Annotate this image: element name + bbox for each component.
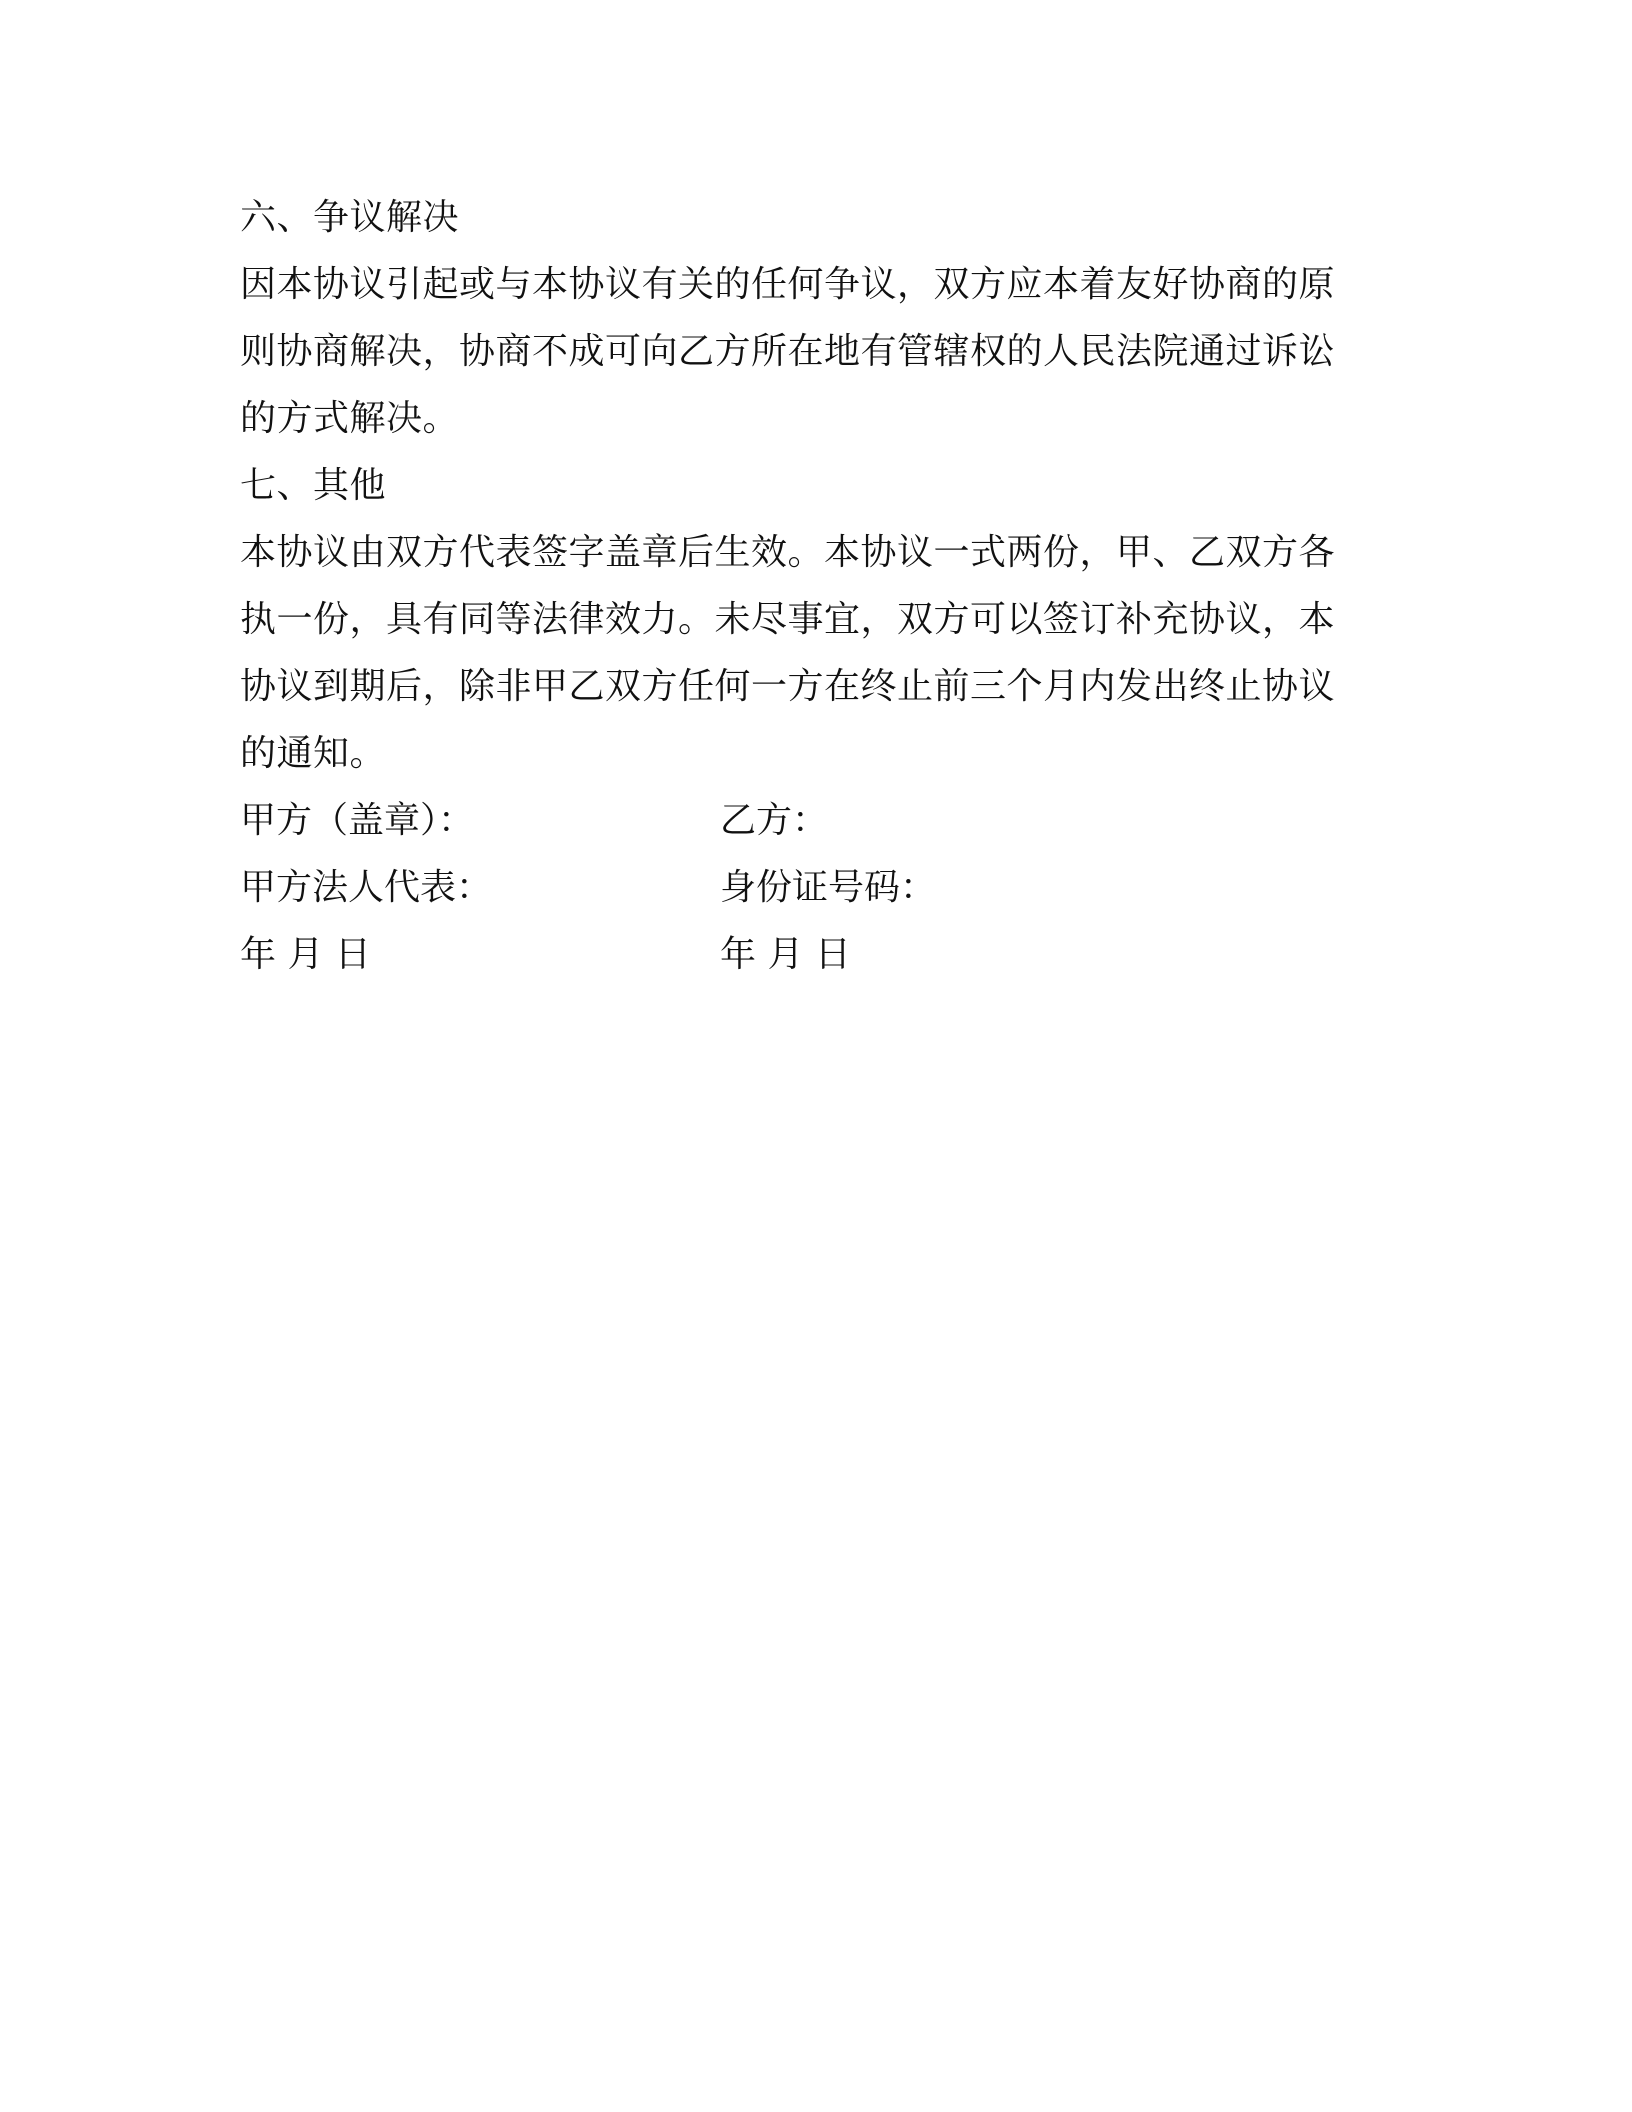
dispute-text-line: 因本协议引起或与本协议有关的任何争议，双方应本着友好协商的原 (240, 264, 1336, 305)
signature-row-seal (240, 787, 1360, 854)
party-b-label: 乙方： (720, 800, 829, 841)
other-text-line: 的通知。 (240, 733, 387, 774)
signature-row-date (240, 921, 1360, 988)
document-body (240, 184, 1360, 988)
other-text-line: 协议到期后，除非甲乙双方任何一方在终止前三个月内发出终止协议 (240, 666, 1336, 707)
signature-row-representative (240, 854, 1360, 921)
other-text-line: 本协议由双方代表签字盖章后生效。本协议一式两份，甲、乙双方各 (240, 532, 1336, 573)
section-heading-other: 七、其他 (240, 465, 387, 506)
dispute-text-line: 的方式解决。 (240, 398, 460, 439)
party-b-date-label: 年 月 日 (720, 934, 851, 975)
other-text-line: 执一份，具有同等法律效力。未尽事宜，双方可以签订补充协议，本 (240, 599, 1336, 640)
dispute-text-line: 则协商解决，协商不成可向乙方所在地有管辖权的人民法院通过诉讼 (240, 331, 1336, 372)
party-a-representative-label: 甲方法人代表： (240, 867, 493, 908)
party-a-seal-label: 甲方（盖章）： (240, 800, 475, 841)
party-a-date-label: 年 月 日 (240, 934, 371, 975)
party-b-id-number-label: 身份证号码： (720, 867, 937, 908)
section-heading-dispute: 六、争议解决 (240, 197, 460, 238)
